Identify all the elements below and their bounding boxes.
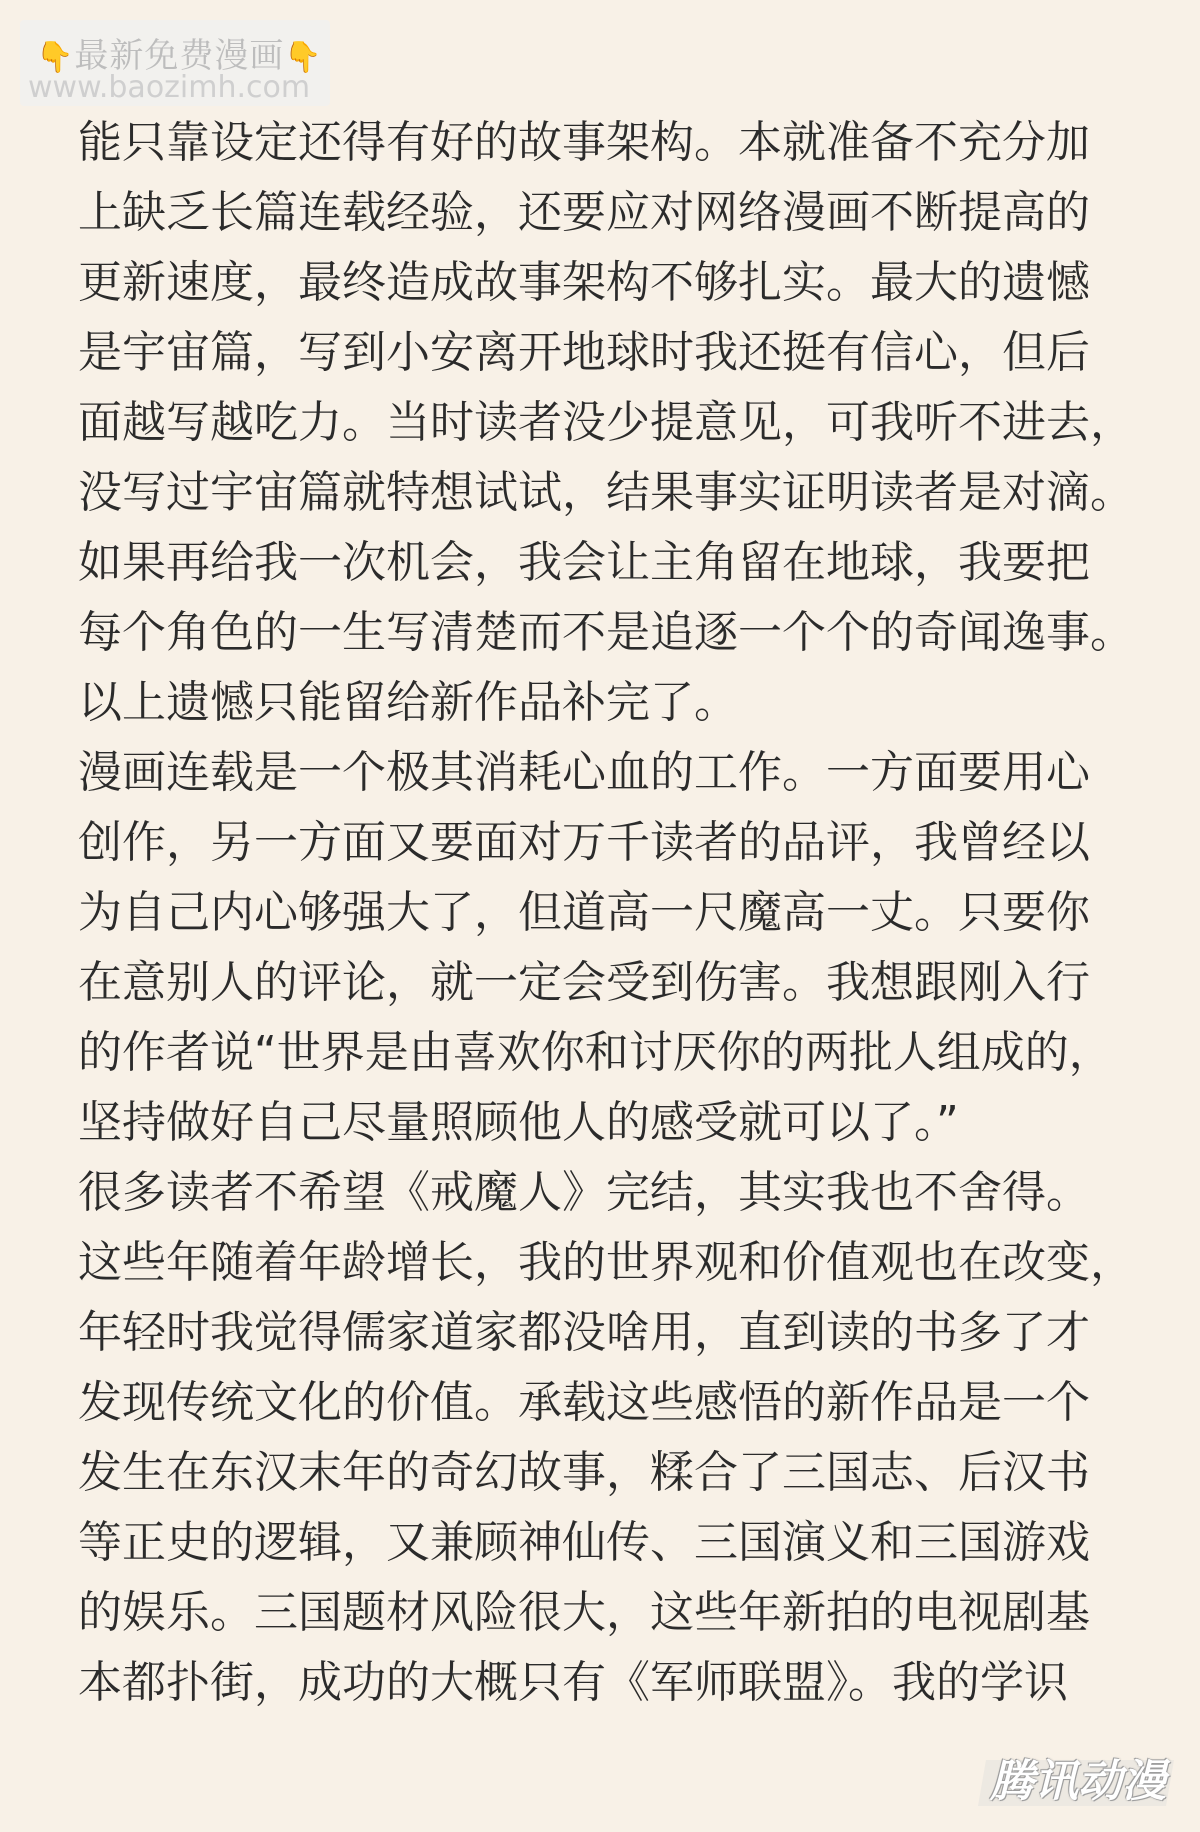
text-line: 创作，另一方面又要面对万千读者的品评，我曾经以	[78, 817, 1090, 868]
text-line: 年轻时我觉得儒家道家都没啥用，直到读的书多了才	[78, 1307, 1090, 1358]
tencent-comic-logo	[978, 1752, 1178, 1812]
text-line: 能只靠设定还得有好的故事架构。本就准备不充分加	[78, 117, 1090, 168]
text-line: 没写过宇宙篇就特想试试，结果事实证明读者是对滴。	[78, 467, 1134, 518]
text-line: 发生在东汉末年的奇幻故事，糅合了三国志、后汉书	[78, 1447, 1090, 1498]
text-line: 每个角色的一生写清楚而不是追逐一个个的奇闻逸事。	[78, 607, 1134, 658]
text-line: 面越写越吃力。当时读者没少提意见，可我听不进去，	[78, 397, 1134, 448]
text-line: 这些年随着年龄增长，我的世界观和价值观也在改变，	[78, 1237, 1134, 1288]
logo-text: 腾讯动漫	[990, 1756, 1166, 1807]
text-line: 如果再给我一次机会，我会让主角留在地球，我要把	[78, 537, 1090, 588]
text-line: 以上遗憾只能留给新作品补完了。	[78, 677, 738, 728]
text-line: 的作者说“世界是由喜欢你和讨厌你的两批人组成的，	[78, 1027, 1113, 1078]
text-line: 本都扑街，成功的大概只有《军师联盟》。我的学识	[78, 1657, 1068, 1708]
text-line: 等正史的逻辑，又兼顾神仙传、三国演义和三国游戏	[78, 1517, 1090, 1568]
text-line: 在意别人的评论，就一定会受到伤害。我想跟刚入行	[78, 957, 1090, 1008]
pointing-down-hand-icon: 👇	[284, 40, 323, 75]
text-line: 的娱乐。三国题材风险很大，这些年新拍的电视剧基	[78, 1587, 1090, 1638]
pointing-down-hand-icon: 👇	[36, 40, 75, 75]
text-line: 很多读者不希望《戒魔人》完结，其实我也不舍得。	[78, 1167, 1090, 1218]
text-line: 坚持做好自己尽量照顾他人的感受就可以了。”	[78, 1097, 959, 1148]
text-line: 漫画连载是一个极其消耗心血的工作。一方面要用心	[78, 747, 1090, 798]
watermark-title: 最新免费漫画	[74, 36, 285, 76]
text-line: 为自己内心够强大了，但道高一尺魔高一丈。只要你	[78, 887, 1090, 938]
text-line: 更新速度，最终造成故事架构不够扎实。最大的遗憾	[78, 257, 1090, 308]
watermark-url: www.baozimh.com	[28, 70, 311, 105]
site-watermark	[20, 20, 330, 106]
text-line: 是宇宙篇，写到小安离开地球时我还挺有信心，但后	[78, 327, 1090, 378]
text-line: 上缺乏长篇连载经验，还要应对网络漫画不断提高的	[78, 187, 1090, 238]
text-line: 发现传统文化的价值。承载这些感悟的新作品是一个	[78, 1377, 1090, 1428]
article-text	[78, 108, 1158, 1718]
